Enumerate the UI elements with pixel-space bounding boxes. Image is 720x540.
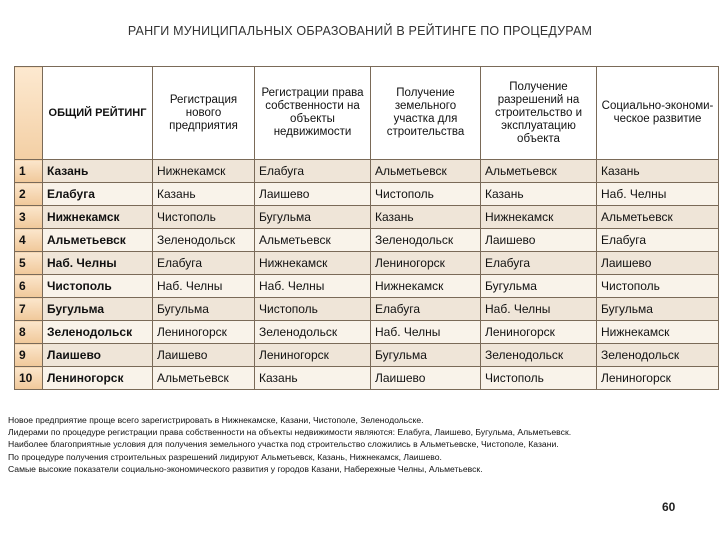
overall-city: Наб. Челны xyxy=(43,252,153,275)
table-cell: Наб. Челны xyxy=(597,183,719,206)
table-cell: Альметьевск xyxy=(371,160,481,183)
table-cell: Нижнекамск xyxy=(255,252,371,275)
overall-city: Нижнекамск xyxy=(43,206,153,229)
table-cell: Зеленодольск xyxy=(371,229,481,252)
page-number: 60 xyxy=(662,500,676,514)
header-property-rights: Регистрации права собственности на объекты недвижимости xyxy=(255,67,371,160)
table-cell: Лаишево xyxy=(481,229,597,252)
table-header-row xyxy=(15,67,719,160)
table-cell: Альметьевск xyxy=(597,206,719,229)
table-row xyxy=(15,252,719,275)
table-cell: Зеленодольск xyxy=(255,321,371,344)
table-cell: Наб. Челны xyxy=(371,321,481,344)
page-title: РАНГИ МУНИЦИПАЛЬНЫХ ОБРАЗОВАНИЙ В РЕЙТИНГЕ ПО ПРОЦЕДУРАМ xyxy=(127,24,593,38)
table-row xyxy=(15,367,719,390)
table-cell: Альметьевск xyxy=(153,367,255,390)
rank-number: 10 xyxy=(15,367,43,390)
table-cell: Лаишево xyxy=(371,367,481,390)
table-cell: Наб. Челны xyxy=(153,275,255,298)
note-line: Наиболее благоприятные условия для получения земельного участка под строительство сложились в Альметьевске, Чистополе, Казани. xyxy=(8,439,559,450)
rank-number: 8 xyxy=(15,321,43,344)
rank-number: 9 xyxy=(15,344,43,367)
table-cell: Зеленодольск xyxy=(597,344,719,367)
overall-city: Альметьевск xyxy=(43,229,153,252)
header-construction-permits: Получение разрешений на строительство и эксплуатацию объекта xyxy=(481,67,597,160)
rank-number: 1 xyxy=(15,160,43,183)
table-cell: Нижнекамск xyxy=(371,275,481,298)
table-cell: Бугульма xyxy=(481,275,597,298)
header-socio-economic: Социально-экономи-ческое развитие xyxy=(597,67,719,160)
table-cell: Лаишево xyxy=(255,183,371,206)
rank-number: 6 xyxy=(15,275,43,298)
table-cell: Лениногорск xyxy=(597,367,719,390)
table-cell: Елабуга xyxy=(255,160,371,183)
table-cell: Казань xyxy=(371,206,481,229)
table-cell: Казань xyxy=(255,367,371,390)
table-row xyxy=(15,298,719,321)
table-row xyxy=(15,321,719,344)
table-cell: Альметьевск xyxy=(481,160,597,183)
header-land-plot: Получение земельного участка для строительства xyxy=(371,67,481,160)
table-cell: Елабуга xyxy=(481,252,597,275)
table-cell: Зеленодольск xyxy=(153,229,255,252)
header-corner-cell xyxy=(15,67,43,160)
overall-city: Казань xyxy=(43,160,153,183)
rank-number: 7 xyxy=(15,298,43,321)
table-cell: Чистополь xyxy=(481,367,597,390)
table-cell: Бугульма xyxy=(371,344,481,367)
rank-number: 2 xyxy=(15,183,43,206)
overall-city: Зеленодольск xyxy=(43,321,153,344)
ranking-table xyxy=(14,66,719,390)
rank-number: 5 xyxy=(15,252,43,275)
table-cell: Бугульма xyxy=(255,206,371,229)
note-line: Лидерами по процедуре регистрации права собственности на объекты недвижимости являются: Елабуга, Лаишево, Бугульма, Альметьевск. xyxy=(8,427,572,438)
table-cell: Лаишево xyxy=(597,252,719,275)
overall-city: Чистополь xyxy=(43,275,153,298)
overall-city: Лаишево xyxy=(43,344,153,367)
overall-city: Бугульма xyxy=(43,298,153,321)
table-row xyxy=(15,275,719,298)
table-cell: Лениногорск xyxy=(255,344,371,367)
rank-number: 4 xyxy=(15,229,43,252)
table-row xyxy=(15,229,719,252)
table-cell: Елабуга xyxy=(597,229,719,252)
table-cell: Бугульма xyxy=(153,298,255,321)
table-row xyxy=(15,344,719,367)
table-cell: Альметьевск xyxy=(255,229,371,252)
table-row xyxy=(15,183,719,206)
table-cell: Лаишево xyxy=(153,344,255,367)
table-cell: Чистополь xyxy=(153,206,255,229)
table-cell: Нижнекамск xyxy=(481,206,597,229)
table-cell: Наб. Челны xyxy=(255,275,371,298)
notes-block xyxy=(8,414,714,475)
table-cell: Бугульма xyxy=(597,298,719,321)
note-line: Самые высокие показатели социально-экономического развития у городов Казани, Набережные Челны, Альметьевск. xyxy=(8,463,483,474)
table-cell: Казань xyxy=(597,160,719,183)
table-cell: Нижнекамск xyxy=(153,160,255,183)
table-cell: Чистополь xyxy=(255,298,371,321)
note-line: Новое предприятие проще всего зарегистрировать в Нижнекамске, Казани, Чистополе, Зеленодольске. xyxy=(8,415,424,425)
note-line: По процедуре получения строительных разрешений лидируют Альметьевск, Казань, Нижнекамск, Лаишево. xyxy=(8,451,442,462)
table-cell: Елабуга xyxy=(153,252,255,275)
rank-number: 3 xyxy=(15,206,43,229)
table-cell: Чистополь xyxy=(597,275,719,298)
table-cell: Зеленодольск xyxy=(481,344,597,367)
table-cell: Лениногорск xyxy=(481,321,597,344)
header-overall-rating: ОБЩИЙ РЕЙТИНГ xyxy=(43,67,153,160)
header-new-enterprise: Регистрация нового предприятия xyxy=(153,67,255,160)
table-cell: Казань xyxy=(153,183,255,206)
overall-city: Елабуга xyxy=(43,183,153,206)
table-cell: Казань xyxy=(481,183,597,206)
table-row xyxy=(15,206,719,229)
table-cell: Елабуга xyxy=(371,298,481,321)
table-cell: Лениногорск xyxy=(153,321,255,344)
overall-city: Лениногорск xyxy=(43,367,153,390)
table-row xyxy=(15,160,719,183)
table-cell: Чистополь xyxy=(371,183,481,206)
table-cell: Наб. Челны xyxy=(481,298,597,321)
table-cell: Лениногорск xyxy=(371,252,481,275)
table-cell: Нижнекамск xyxy=(597,321,719,344)
